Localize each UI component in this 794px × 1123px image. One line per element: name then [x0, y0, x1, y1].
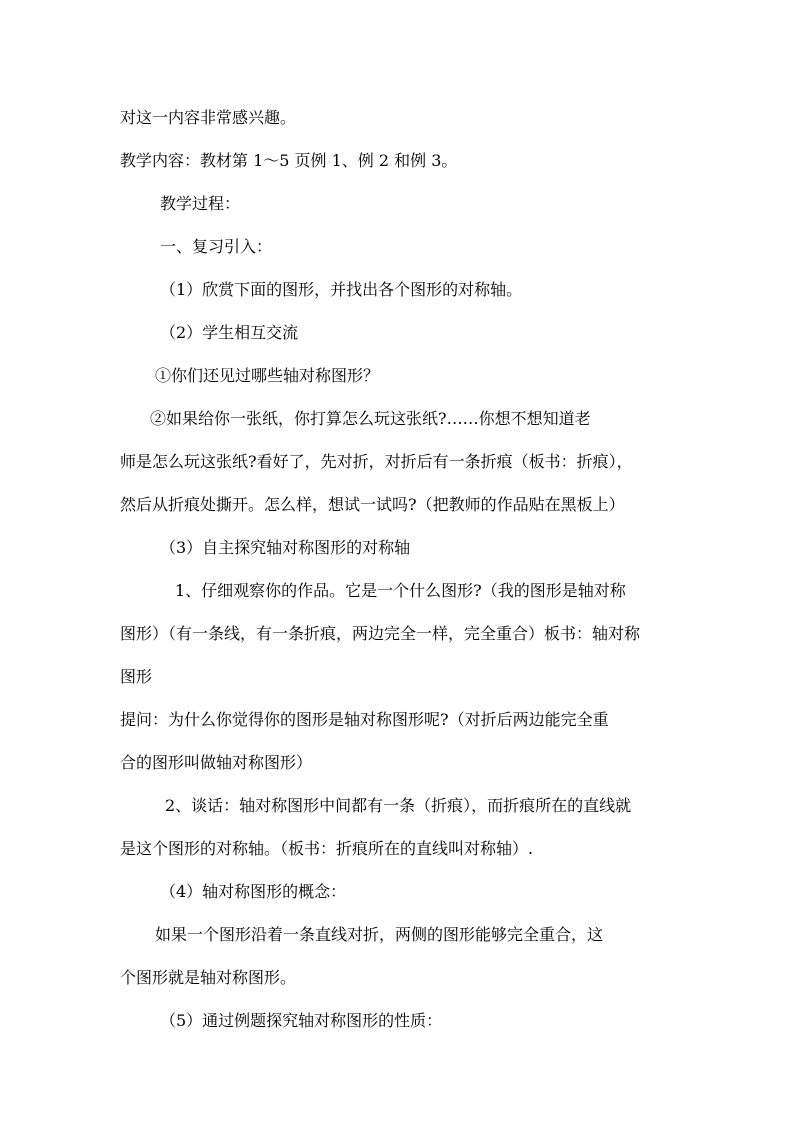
text-line: ①你们还见过哪些轴对称图形？ — [155, 366, 380, 385]
text-line: 是这个图形的对称轴。（板书：折痕所在的直线叫对称轴）. — [120, 839, 534, 858]
text-line: ②如果给你一张纸，你打算怎么玩这张纸?……你想不想知道老 — [150, 409, 591, 428]
text-line: 图形 — [120, 667, 153, 686]
text-line: （1）欣赏下面的图形，并找出各个图形的对称轴。 — [160, 280, 523, 299]
text-line: 图形）（有一条线，有一条折痕，两边完全一样，完全重合）板书：轴对称 — [120, 624, 641, 643]
text-line: 对这一内容非常感兴趣。 — [120, 108, 297, 127]
text-line: 教学内容：教材第 1～5 页例 1、例 2 和例 3。 — [120, 151, 458, 170]
text-line: （2）学生相互交流 — [160, 323, 299, 342]
text-line: 合的图形叫做轴对称图形） — [120, 753, 313, 772]
text-line: 2、谈话：轴对称图形中间都有一条（折痕），而折痕所在的直线就 — [165, 796, 632, 815]
text-line: 提问：为什么你觉得你的图形是轴对称图形呢?（对折后两边能完全重 — [120, 710, 609, 729]
text-line: （3）自主探究轴对称图形的对称轴 — [160, 538, 411, 557]
text-line: 如果一个图形沿着一条直线对折，两侧的图形能够完全重合，这 — [155, 925, 604, 944]
text-line: 个图形就是轴对称图形。 — [120, 968, 297, 987]
text-line: （4）轴对称图形的概念： — [160, 882, 347, 901]
section-heading: 一、复习引入： — [160, 237, 273, 256]
text-line: （5）通过例题探究轴对称图形的性质： — [160, 1011, 443, 1030]
text-line: 1、仔细观察你的作品。它是一个什么图形?（我的图形是轴对称 — [175, 581, 626, 600]
text-line: 然后从折痕处撕开。怎么样，想试一试吗?（把教师的作品贴在黑板上） — [120, 495, 625, 514]
text-line: 师是怎么玩这张纸?看好了，先对折，对折后有一条折痕（板书：折痕）， — [120, 452, 633, 471]
text-line: 教学过程： — [160, 194, 241, 213]
